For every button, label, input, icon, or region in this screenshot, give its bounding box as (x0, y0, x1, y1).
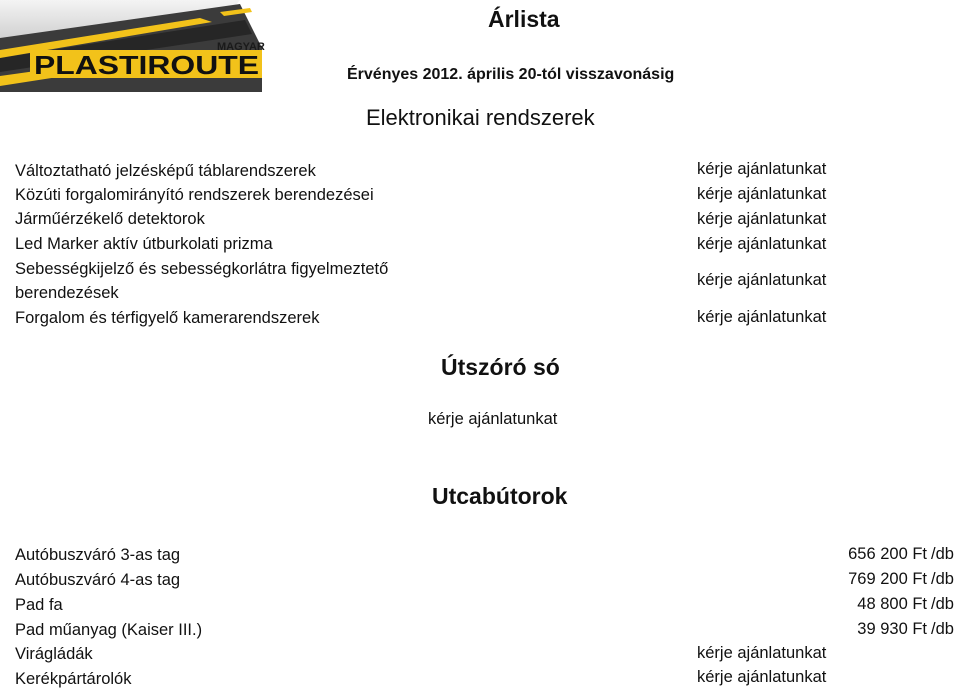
list-item: Közúti forgalomirányító rendszerek berendezései (15, 186, 374, 204)
price-amount: 48 800 Ft (857, 595, 927, 613)
validity-note: Érvényes 2012. április 20-tól visszavonásig (347, 66, 675, 83)
list-item: Led Marker aktív útburkolati prizma (15, 235, 273, 253)
list-item: Pad műanyag (Kaiser III.) (15, 621, 203, 639)
list-item-continuation: berendezések (15, 284, 119, 302)
section-heading-street-furniture: Utcabútorok (432, 483, 568, 509)
section-heading-electronic: Elektronikai rendszerek (366, 105, 595, 130)
section-heading-salt: Útszóró só (441, 354, 560, 380)
list-item: Autóbuszváró 3-as tag (15, 546, 181, 564)
price-value: kérje ajánlatunkat (697, 308, 827, 326)
list-item: Járműérzékelő detektorok (15, 210, 205, 228)
price-unit: /db (931, 620, 954, 638)
list-item: Virágládák (15, 645, 93, 663)
list-item: Változtatható jelzésképű táblarendszerek (15, 162, 316, 180)
logo-top-text: MAGYAR (217, 41, 265, 53)
price-value: kérje ajánlatunkat (697, 644, 827, 662)
price-value: kérje ajánlatunkat (428, 410, 558, 428)
page-title: Árlista (488, 6, 560, 32)
list-item: Pad fa (15, 596, 63, 614)
price-unit: /db (931, 595, 954, 613)
list-item: Sebességkijelző és sebességkorlátra figyelmeztető (15, 260, 389, 278)
price-unit: /db (931, 545, 954, 563)
price-value: kérje ajánlatunkat (697, 185, 827, 203)
list-item: Forgalom és térfigyelő kamerarendszerek (15, 309, 320, 327)
price-value: kérje ajánlatunkat (697, 668, 827, 686)
price-amount: 656 200 Ft (848, 545, 927, 563)
price-unit: /db (931, 570, 954, 588)
price-value: kérje ajánlatunkat (697, 160, 827, 178)
plastiroute-logo (0, 0, 265, 92)
price-amount: 39 930 Ft (857, 620, 927, 638)
price-amount: 769 200 Ft (848, 570, 927, 588)
price-value: kérje ajánlatunkat (697, 271, 827, 289)
list-item: Kerékpártárolók (15, 670, 132, 688)
price-value: kérje ajánlatunkat (697, 210, 827, 228)
logo-brand-text: PLASTIROUTE (34, 50, 259, 80)
price-value: kérje ajánlatunkat (697, 235, 827, 253)
list-item: Autóbuszváró 4-as tag (15, 571, 181, 589)
